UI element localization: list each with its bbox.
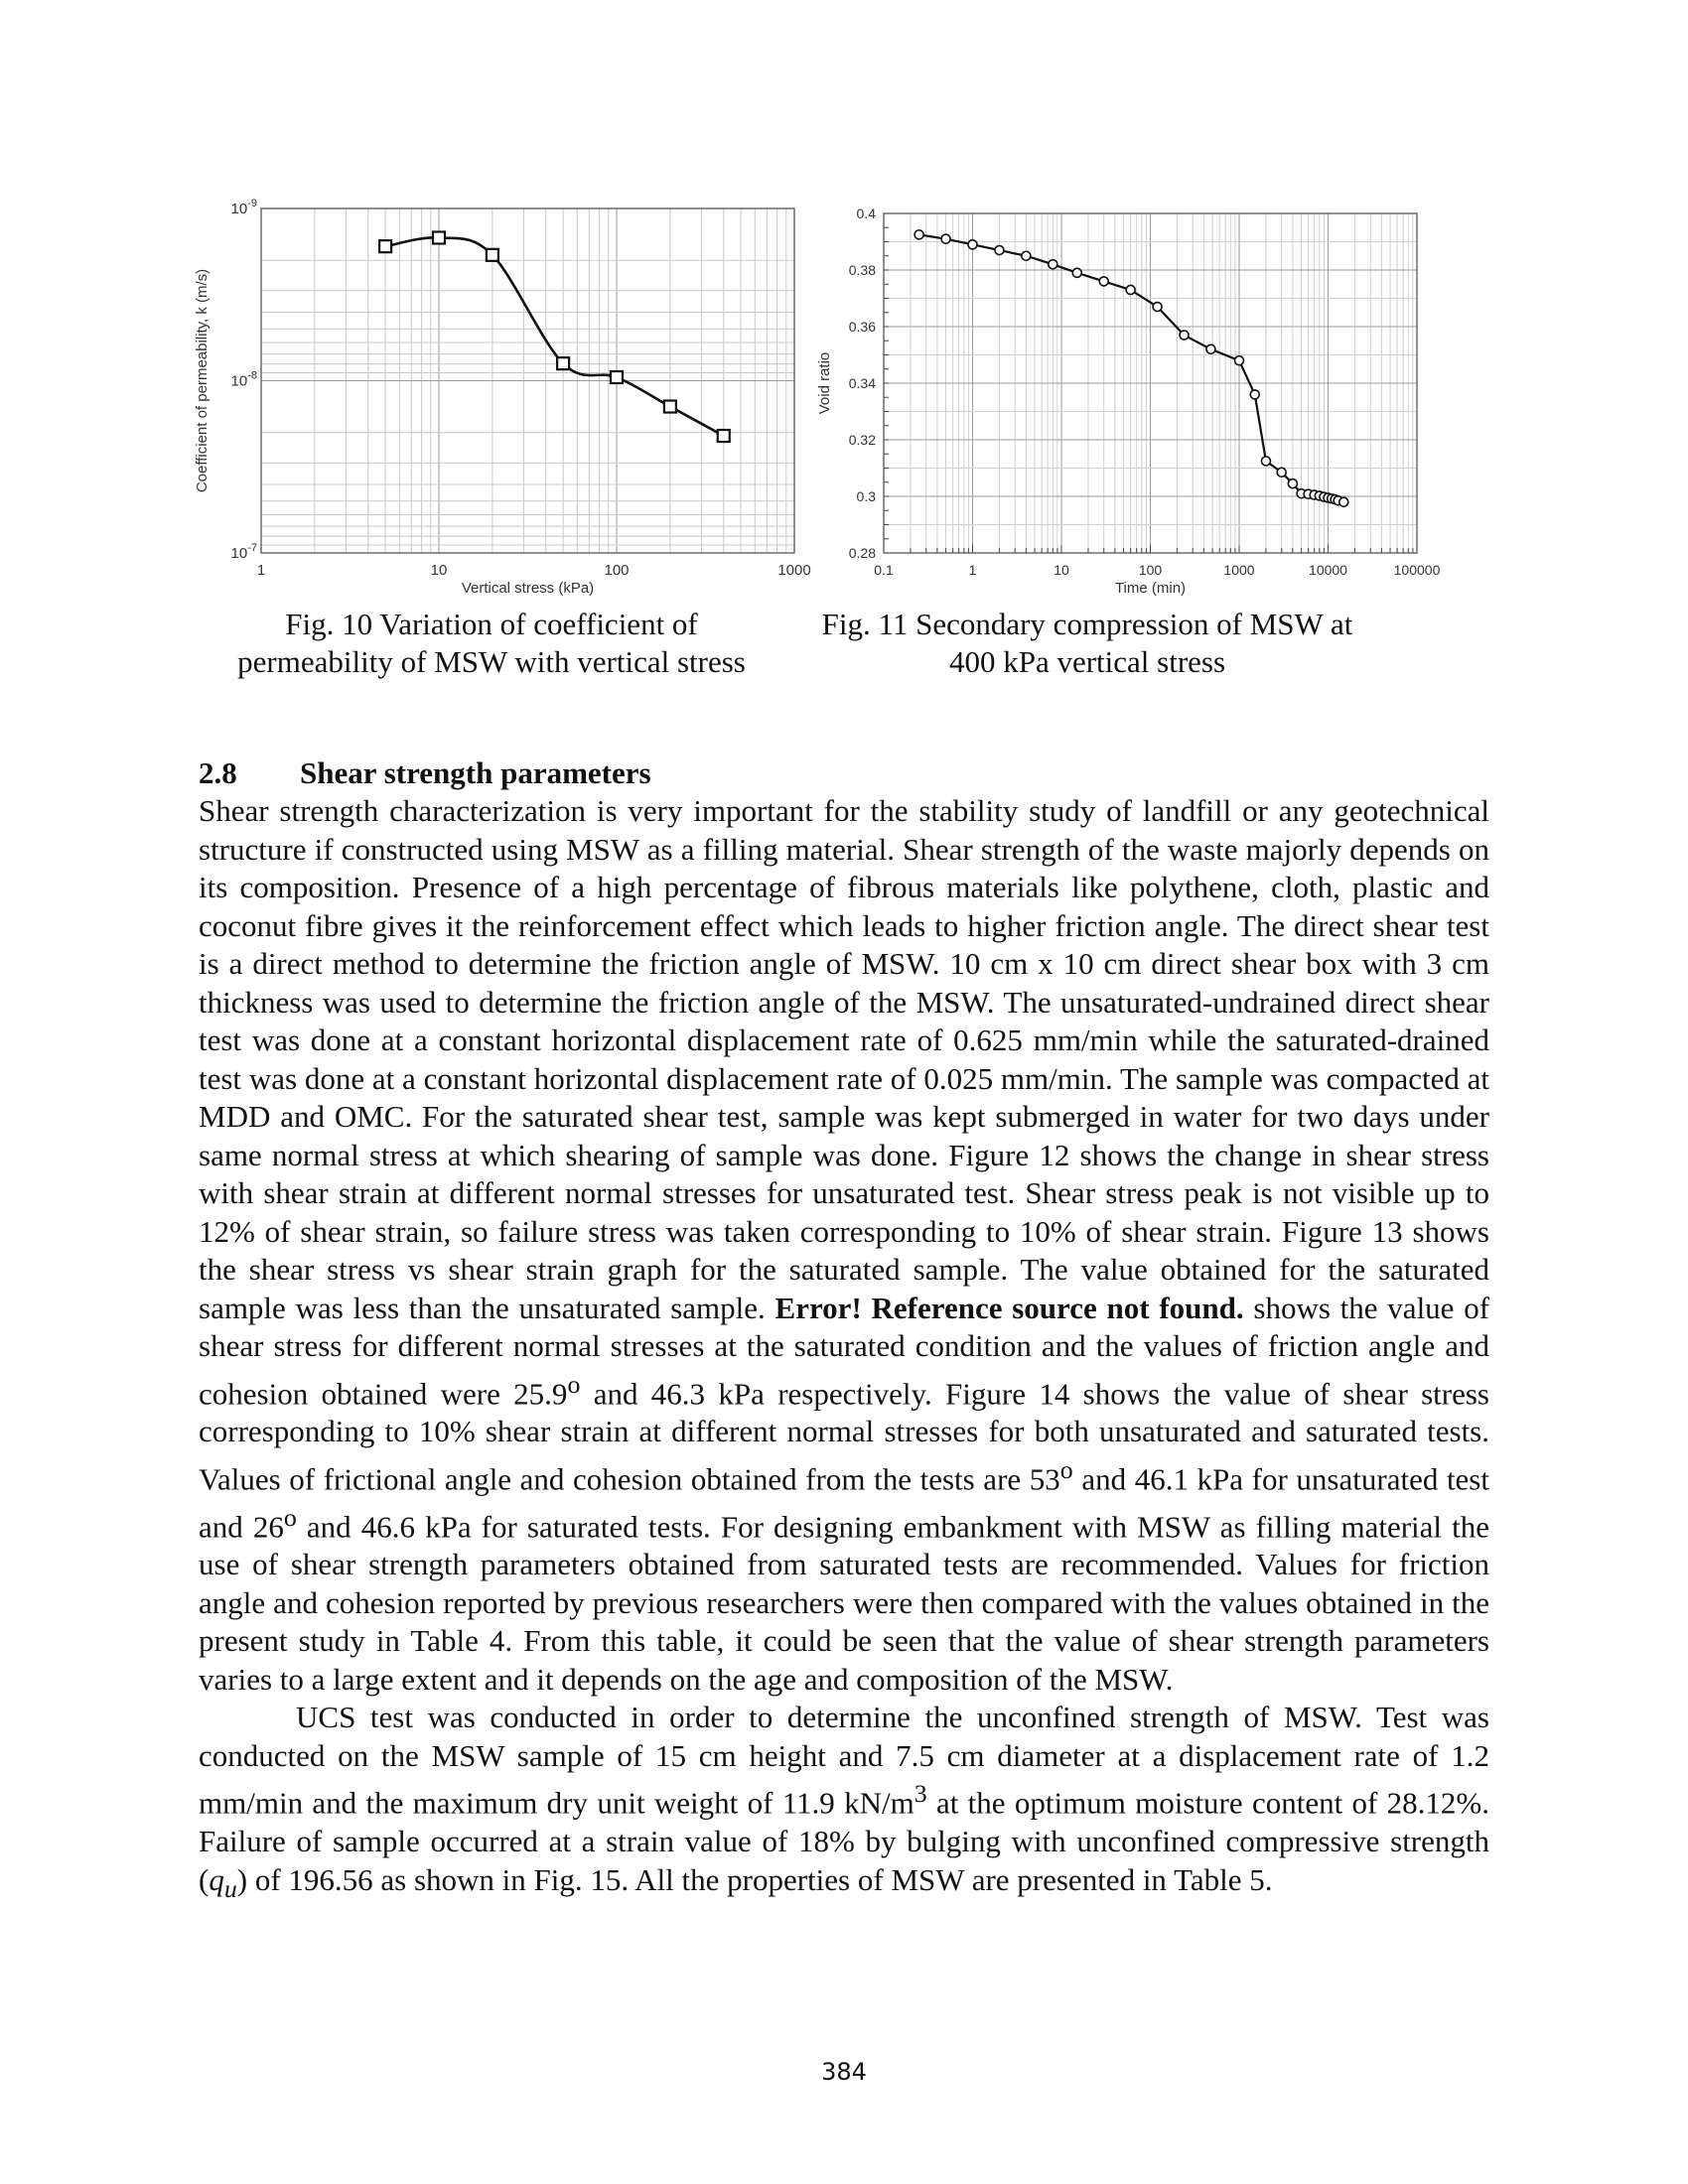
- series-line: [919, 234, 1344, 501]
- x-tick-label: 100000: [1393, 562, 1441, 578]
- degree-mark: o: [567, 1369, 581, 1399]
- data-point: [379, 240, 391, 252]
- y-tick-label: 0.34: [848, 375, 876, 391]
- x-axis-label: Time (min): [1114, 580, 1187, 597]
- figure-10-caption: [199, 606, 784, 681]
- x-tick-label: 10000: [1309, 562, 1347, 578]
- data-point: [1235, 356, 1244, 365]
- caption-line: Fig. 11 Secondary compression of MSW at: [821, 607, 1353, 641]
- x-tick-label: 1: [256, 562, 266, 579]
- data-point: [1180, 331, 1189, 340]
- data-point: [433, 231, 445, 243]
- data-point: [664, 401, 676, 413]
- text-run: at the optimum moisture content of 28.12%. Failure of sample occurred at a strain value of 18% by bulging with unconfined compressive strength (: [199, 1785, 1489, 1897]
- text-run: ) of 196.56 as shown in Fig. 15. All the properties of MSW are presented in Table 5.: [236, 1861, 1273, 1897]
- data-point: [1072, 268, 1081, 277]
- x-tick-label: 0.1: [874, 562, 894, 578]
- data-point: [1250, 390, 1259, 399]
- y-axis-label: Void ratio: [816, 351, 833, 415]
- data-point: [1339, 497, 1348, 506]
- text-run: and 46.3 kPa respectively. Figure 14 shows the value of shear stress corresponding to 10% shear strain at different normal stresses for both unsaturated and saturated tests. Values of frictional angle and cohesion obtained from the tests are 53: [199, 1375, 1489, 1497]
- permeability-chart: [189, 194, 824, 620]
- paragraph-2: [199, 1699, 1489, 1908]
- symbol-q: q: [209, 1861, 224, 1897]
- section-number: 2.8: [199, 755, 237, 790]
- y-tick-label: $10^{-8}$: [230, 369, 257, 390]
- x-tick-label: 100: [604, 562, 630, 579]
- figure-11-caption: [784, 606, 1390, 681]
- data-point: [487, 249, 498, 261]
- section-shear-strength: [199, 754, 1489, 1909]
- error-reference: Error! Reference source not found.: [774, 1290, 1244, 1325]
- y-axis-label: Coefficient of permeability, k (m/s): [194, 268, 211, 493]
- figure-10: [189, 194, 824, 620]
- section-heading: [199, 754, 1489, 792]
- y-tick-label: 0.28: [848, 545, 876, 561]
- y-tick-label: 0.32: [848, 432, 876, 448]
- degree-mark: o: [1059, 1454, 1073, 1484]
- x-axis-label: Vertical stress (kPa): [461, 580, 595, 597]
- y-tick-label: 0.3: [856, 488, 876, 504]
- data-point: [1277, 468, 1286, 477]
- data-point: [995, 246, 1004, 255]
- data-point: [1206, 344, 1215, 353]
- y-tick-label: 0.38: [848, 262, 876, 278]
- superscript: 3: [914, 1779, 927, 1809]
- data-point: [557, 357, 569, 369]
- text-run: and 46.6 kPa for saturated tests. For designing embankment with MSW as filling material the use of shear strength parameters obtained from saturated tests are recommended. Values for friction angle and cohesion reported by previous researchers were then compared with the values obtained in the present study in Table 4. From this table, it could be seen that the value of shear strength parameters varies to a large extent and it depends on the age and composition of the MSW.: [199, 1508, 1489, 1697]
- caption-line: permeability of MSW with vertical stress: [237, 644, 746, 679]
- data-point: [1022, 251, 1031, 260]
- caption-line: Fig. 10 Variation of coefficient of: [285, 607, 698, 641]
- symbol-subscript: u: [223, 1874, 237, 1903]
- x-tick-label: 1000: [777, 562, 811, 579]
- y-tick-label: $10^{-7}$: [230, 542, 257, 562]
- text-run: and 46.1 kPa for unsaturated test and 26: [199, 1461, 1489, 1544]
- y-tick-label: $10^{-9}$: [230, 198, 257, 217]
- data-point: [1126, 285, 1135, 294]
- data-point: [1049, 260, 1057, 269]
- text-run: shows the value of shear stress for different normal stresses at the saturated condition and the values of friction angle and cohesion obtained were 25.9: [199, 1290, 1490, 1411]
- data-point: [1261, 457, 1270, 466]
- data-point: [718, 430, 730, 442]
- x-tick-label: 10: [430, 562, 448, 579]
- data-point: [941, 234, 950, 243]
- data-point: [1153, 303, 1162, 312]
- x-tick-label: 1: [968, 562, 977, 578]
- void-ratio-chart: [809, 194, 1465, 620]
- text-run: UCS test was conducted in order to determine the unconfined strength of MSW. Test was conducted on the MSW sample of 15 cm height and 7.5 cm diameter at a displacement rate of 1.2 mm/min and the maximum dry unit weight of 11.9 kN/m: [199, 1700, 1489, 1821]
- section-title: Shear strength parameters: [300, 755, 651, 790]
- paragraph-1: [199, 792, 1489, 1699]
- data-point: [1099, 277, 1108, 286]
- y-tick-label: 0.36: [848, 319, 876, 335]
- degree-mark: o: [283, 1502, 297, 1532]
- x-tick-label: 1000: [1223, 562, 1255, 578]
- caption-line: 400 kPa vertical stress: [948, 644, 1226, 679]
- x-tick-label: 10: [1054, 562, 1069, 578]
- page-number: 384: [821, 2058, 867, 2086]
- y-tick-label: 0.4: [856, 205, 876, 221]
- data-point: [914, 230, 923, 239]
- data-point: [968, 240, 977, 249]
- text-run: Shear strength characterization is very important for the stability study of landfill or any geotechnical structure if constructed using MSW as a filling material. Shear strength of the waste majorly depends on its composition. Presence of a high percentage of fibrous materials like polythene, cloth, plastic and coconut fibre gives it the reinforcement effect which leads to higher friction angle. The direct shear test is a direct method to determine the friction angle of MSW. 10 cm x 10 cm direct shear box with 3 cm thickness was used to determine the friction angle of the MSW. The unsaturated-undrained direct shear test was done at a constant horizontal displacement rate of 0.625 mm/min while the saturated-drained test was done at a constant horizontal displacement rate of 0.025 mm/min. The sample was compacted at MDD and OMC. For the saturated shear test, sample was kept submerged in water for two days under same normal stress at which shearing of sample was done. Figure 12 shows the change in shear stress with shear strain at different normal stresses for unsaturated test. Shear stress peak is not visible up to 12% of shear strain, so failure stress was taken corresponding to 10% of shear strain. Figure 13 shows the shear stress vs shear strain graph for the saturated sample. The value obtained for the saturated sample was less than the unsaturated sample.: [199, 793, 1489, 1325]
- x-tick-label: 100: [1138, 562, 1163, 578]
- figure-11: [809, 194, 1465, 620]
- data-point: [611, 371, 623, 383]
- data-point: [1288, 479, 1297, 488]
